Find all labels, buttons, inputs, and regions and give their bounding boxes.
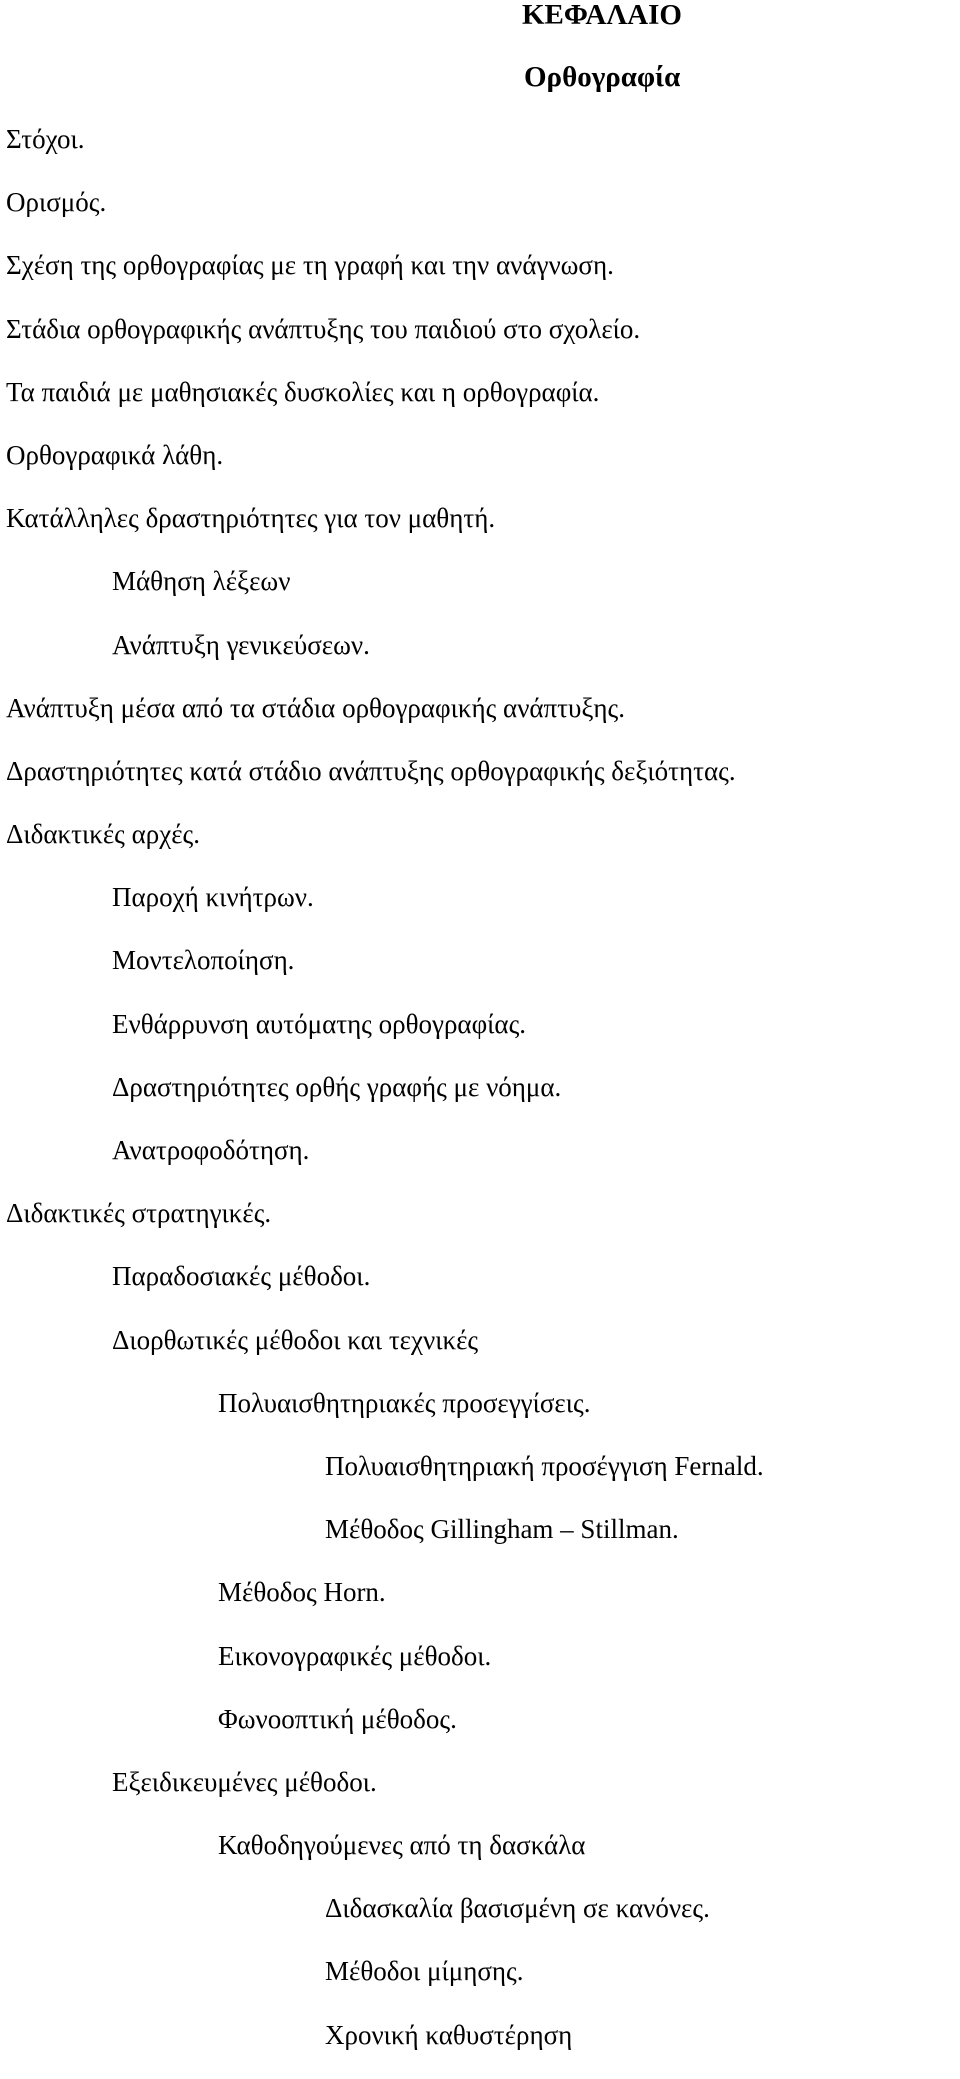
page-title: Ορθογραφία [524, 61, 681, 93]
outline-item: Ανατροφοδότηση. [112, 1135, 310, 1165]
outline-item: Μοντελοποίηση. [112, 945, 295, 976]
outline-item: Πολυαισθητηριακή προσέγγιση Fernald. [325, 1450, 764, 1481]
outline-item: Εξειδικευμένες μέθοδοι. [112, 1766, 377, 1797]
chapter-label: ΚΕΦΑΛΑΙΟ [522, 0, 682, 31]
outline-item: Μέθοδος Horn. [218, 1577, 386, 1608]
outline-item: Χρονική καθυστέρηση [325, 2019, 573, 2050]
outline-item: Ορισμός. [6, 187, 107, 218]
outline-item: Διδακτικές αρχές. [6, 819, 200, 850]
outline-item: Παραδοσιακές μέθοδοι. [112, 1261, 371, 1292]
outline-item: Ανάπτυξη μέσα από τα στάδια ορθογραφικής ανάπτυξης. [6, 692, 625, 723]
outline-item: Διδακτικές στρατηγικές. [6, 1198, 272, 1229]
outline-item: Διορθωτικές μέθοδοι και τεχνικές [112, 1324, 479, 1355]
outline-item: Διδασκαλία βασισμένη σε κανόνες. [325, 1893, 710, 1924]
outline-item: Στάδια ορθογραφικής ανάπτυξης του παιδιού στο σχολείο. [6, 313, 641, 344]
outline-item: Κατάλληλες δραστηριότητες για τον μαθητή. [6, 503, 496, 534]
outline-item: Φωνοοπτική μέθοδος. [218, 1703, 457, 1734]
outline-item: Σχέση της ορθογραφίας με τη γραφή και την ανάγνωση. [6, 250, 614, 281]
outline-item: Ανάπτυξη γενικεύσεων. [112, 629, 370, 660]
outline-item: Εικονογραφικές μέθοδοι. [218, 1640, 492, 1671]
outline-item: Στόχοι. [6, 124, 85, 154]
outline-item: Παροχή κινήτρων. [112, 882, 314, 913]
outline-item: Ορθογραφικά λάθη. [6, 439, 224, 470]
outline-item: Μέθοδοι μίμησης. [325, 1956, 524, 1987]
outline-item: Δραστηριότητες ορθής γραφής με νόημα. [112, 1071, 562, 1102]
outline-item: Δραστηριότητες κατά στάδιο ανάπτυξης ορθογραφικής δεξιότητας. [6, 755, 736, 786]
outline-item: Μέθοδος Gillingham – Stillman. [325, 1514, 679, 1545]
outline-item: Πολυαισθητηριακές προσεγγίσεις. [218, 1387, 591, 1418]
outline-item: Τα παιδιά με μαθησιακές δυσκολίες και η ορθογραφία. [6, 376, 600, 407]
outline-item: Ενθάρρυνση αυτόματης ορθογραφίας. [112, 1008, 527, 1039]
outline-item: Μάθηση λέξεων [112, 566, 291, 597]
outline-item: Καθοδηγούμενες από τη δασκάλα [218, 1830, 586, 1861]
chapter-outline [0, 120, 960, 2079]
